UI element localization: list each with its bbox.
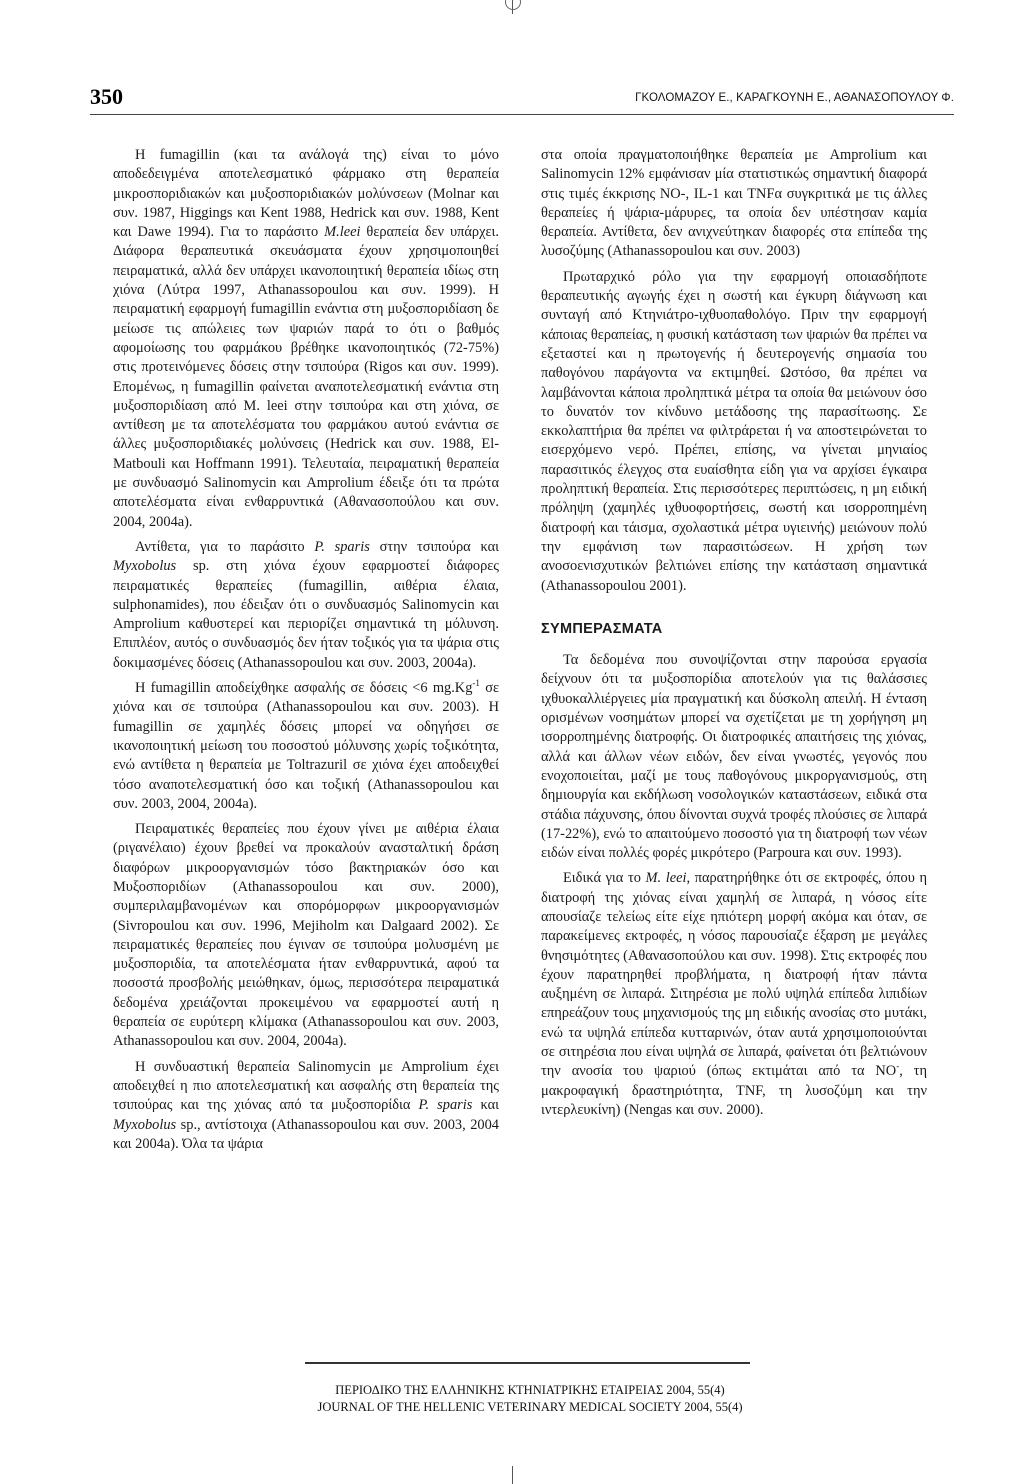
- paragraph: Η συνδυαστική θεραπεία Salinomycin με Amprolium έχει αποδειχθεί η πιο αποτελεσματική και ασφαλής στη θεραπεία της τσιπούρας και της χιόνας από τα μυξοσπορίδια P. sparis και Myxobolus sp., αντίστοιχα (Athanassopoulou και συν. 2003, 2004 και 2004a). Όλα τα ψάρια: [113, 1058, 499, 1152]
- paragraph: Η fumagillin (και τα ανάλογά της) είναι το μόνο αποδεδειγμένα αποτελεσματικό φάρμακο στη θεραπεία μικροσποριδιακών και μυξοσποριδιακών μολύνσεων (Molnar και συν. 1987, Higgings και Kent 1988, Hedrick και συν. 1988, Kent και Dawe 1994). Για το παράσιτο M.leei θεραπεία δεν υπάρχει. Διάφορα θεραπευτικά σκευάσματα έχουν χρησιμοποιηθεί πειραματικά, αλλά δεν υπάρχει ικανοποιητική θεραπεία ιδίως στη χιόνα (Λύτρα 1997, Athanassopoulou και συν. 1999). Η πειραματική εφαρμογή fumagillin ενάντια στη μυξοσποριδίαση δε μείωσε τις απώλειες των ψαριών παρά το ότι ο βαθμός αφομοίωσης του φαρμάκου βρέθηκε ικανοποιητικός (72-75%) στις προτεινόμενες δόσεις στην τσιπούρα (Rigos και συν. 1999). Επομένως, η fumagillin φαίνεται αναποτελεσματική ενάντια στη μυξοσποριδίαση από M. leei στην τσιπούρα και στη χιόνα, σε αντίθεση με τα αποτελέσματα του φαρμάκου αυτού ενάντια σε άλλες μυξοσποριδιακές μολύνσεις (Hedrick και συν. 1988, El-Matbouli και Hoffmann 1991). Τελευταία, πειραματική θεραπεία με συνδυασμό Salinomycin και Amprolium έδειξε ότι τα πρώτα αποτελέσματα είναι ενθαρρυντικά (Αθανασοπούλου και συν. 2004, 2004a).: [113, 147, 499, 530]
- section-heading: ΣΥΜΠΕΡΑΣΜΑΤΑ: [541, 620, 663, 637]
- paragraph: Η fumagillin αποδείχθηκε ασφαλής σε δόσεις <6 $mg.Kg^{-1}$ σε χιόνα και σε τσιπούρα (Athanassopoulou και συν. 2003). Η fumagillin σε χαμηλές δόσεις μπορεί να οδηγήσει σε ικανοποιητική μείωση του ποσοστού μόλυνσης χωρίς τοξικότητα, ενώ αντίθετα η θεραπεία με Toltrazuril σε χιόνα έχει αποδειχθεί τόσο αναποτελεσματική όσο και τοξική (Athanassopoulou και συν. 2003, 2004, 2004a).: [113, 678, 499, 812]
- footer-line-greek: ΠΕΡΙΟΔΙΚΟ ΤΗΣ ΕΛΛΗΝΙΚΗΣ ΚΤΗΝΙΑΤΡΙΚΗΣ ΕΤΑΙΡΕΙΑΣ 2004, 55(4): [335, 1383, 725, 1397]
- left-column: [113, 146, 499, 1160]
- footer-line-english: JOURNAL OF THE HELLENIC VETERINARY MEDICAL SOCIETY 2004, 55(4): [317, 1400, 743, 1414]
- paragraph: στα οποία πραγματοποιήθηκε θεραπεία με Amprolium και Salinomycin 12% εμφάνισαν μία στατιστικώς σημαντική διαφορά στις τιμές έκκρισης NO-, IL-1 και TNFα συγκριτικά με τις άλλες θεραπείες ή ψάρια-μάρυρες, τα οποία δεν υπέστησαν καμία θεραπεία. Αντίθετα, δεν ανιχνεύτηκαν διαφορές στα επίπεδα της λυσοζύμης (Athanassopoulou και συν. 2003): [541, 147, 927, 260]
- paragraph: Αντίθετα, για το παράσιτο P. sparis στην τσιπούρα και Myxobolus sp. στη χιόνα έχουν εφαρμοστεί διάφορες πειραματικές θεραπείες (fumagillin, αιθέρια έλαια, sulphonamides), που έδειξαν ότι ο συνδυασμός Salinomycin και Amprolium καθυστερεί και περιορίζει σημαντικά τη μόλυνση. Επιπλέον, αυτός ο συνδυασμός δεν ήταν τοξικός για τα ψάρια στις δοκιμασμένες δόσεις (Athanassopoulou και συν. 2003, 2004a).: [113, 538, 499, 671]
- paragraph: Πειραματικές θεραπείες που έχουν γίνει με αιθέρια έλαια (ριγανέλαιο) έχουν βρεθεί να προκαλούν ανασταλτική δράση διαφόρων μικροοργανισμών τόσο βακτηριακών όσο και Μυξοσποριδίων (Athanassopoulou και συν. 2000), συμπεριλαμβανομένων και σπορόμορφων μικροοργανισμών (Sivropoulou και συν. 1996, Mejiholm και Dalgaard 2002). Σε πειραματικές θεραπείες που έγιναν σε τσιπούρα μολυσμένη με μυξοσποριδία, τα αποτελέσματα ήταν ενθαρρυντικά, αφού τα ποσοστά προσβολής μειώθηκαν, όμως, περισσότερα πειραματικά δεδομένα χρειάζονται προκειμένου να εφαρμοστεί αυτή η θεραπεία σε ευρύτερη κλίμακα (Athanassopoulou και συν. 2003, Athanassopoulou και συν. 2004, 2004a).: [113, 821, 499, 1050]
- footer-rule: [305, 1362, 750, 1364]
- page-number: 350: [90, 84, 123, 109]
- crop-mark-bottom: [512, 1466, 513, 1484]
- paragraph: Πρωταρχικό ρόλο για την εφαρμογή οποιασδήποτε θεραπευτικής αγωγής έχει η σωστή και έγκυρη διάγνωση και συνταγή από Κτηνιάτρο-ιχθυοπαθολόγο. Πριν την εφαρμογή κάποιας θεραπείας, η φυσική κατάσταση των ψαριών θα πρέπει να εξεταστεί και η πρωτογενής ή δευτερογενής σημασία του παθογόνου παράγοντα να εκτιμηθεί. Ωστόσο, θα πρέπει να λαμβάνονται κάποια προληπτικά μέτρα τα οποία θα μειώνουν όσο το δυνατόν τον κίνδυνο μετάδοσης της παρασίτωσης. Σε εκκολαπτήρια θα πρέπει να φιλτράρεται ή να αποστειρώνεται το εισερχόμενο νερό. Πρέπει, επίσης, να γίνεται μηνιαίος παρασιτικός έλεγχος στα ευαίσθητα είδη για να αρχίσει έγκαιρα προληπτική θεραπεία. Στις περισσότερες περιπτώσεις, η μη ειδική πρόληψη (χαμηλές ιχθυοφορτήσεις, σωστή και ισορροπημένη διατροφή και τάισμα, σχολαστικά μέτρα υγιεινής) μειώνουν πολύ την εμφάνιση των παρασιτώσεων. Η χρήση των ανοσοενισχυτικών βελτιώνει επίσης την κατάσταση σημαντικά (Athanassopoulou 2001).: [541, 268, 927, 594]
- paragraph: Ειδικά για το M. leei, παρατηρήθηκε ότι σε εκτροφές, όπου η διατροφή της χιόνας είναι χαμηλή σε λιπαρά, η νόσος είτε απουσίαζε τελείως είτε είχε ηπιότερη μορφή ακόμα και όταν, σε παρακείμενες εκτροφές, η νόσος παρουσίαζε έξαρση με μεγάλες θνησιμότητες (Αθανασοπούλου και συν. 1998). Στις εκτροφές που έχουν παρατηρηθεί προβλήματα, η διατροφή ήταν πάντα αυξημένη σε λιπαρά. Σιτηρέσια με πολύ υψηλά επίπεδα λιπιδίων επηρεάζουν τους μηχανισμούς της μη ειδικής ανοσίας στο μυτάκι, ενώ τα υψηλά επίπεδα κυτταρινών, όταν αυτά χρησιμοποιούνται σε σιτηρέσια που είναι υψηλά σε λιπαρά, φαίνεται ότι βελτιώνουν την ανοσία του ψαριού (όπως εκτιμάται από τα NO-, τη μακροφαγική δραστηριότητα, TNF, τη λυσοζύμη και την ιντερλευκίνη) (Nengas και συν. 2000).: [541, 870, 927, 1118]
- right-column: [541, 146, 927, 1126]
- header-rule: [90, 114, 954, 115]
- registration-circle: [505, 0, 521, 10]
- journal-footer: [300, 1382, 760, 1416]
- paragraph: Τα δεδομένα που συνοψίζονται στην παρούσα εργασία δείχνουν ότι τα μυξοσπορίδια αποτελούν για τις θαλάσσιες ιχθυοκαλλιέργειες μία πραγματική και δύσκολη απειλή. Η ένταση ορισμένων νοσημάτων μπορεί να σχετίζεται με τη χορήγηση μη ισορροπημένης διατροφής. Οι διατροφικές απαιτήσεις της χιόνας, αλλά και άλλων νέων ειδών, δεν είναι γνωστές, γεγονός που ενοχοποιείται, μαζί με τους παθογόνους μικροργανισμούς, στη δημιουργία και εκδήλωση νοσολογικών καταστάσεων, ειδικά στα στάδια πάχυνσης, όπου δίνονται συχνά τροφές πλούσιες σε λιπαρά (17-22%), ενώ το απαιτούμενο ποσοστό για τη διατροφή των νέων ειδών είναι πολλές φορές μικρότερο (Parpoura και συν. 1993).: [541, 652, 927, 862]
- running-head: ΓΚΟΛΟΜΑΖΟΥ Ε., ΚΑΡΑΓΚΟΥΝΗ Ε., ΑΘΑΝΑΣΟΠΟΥΛΟΥ Φ.: [635, 92, 954, 104]
- page-header: [90, 84, 954, 114]
